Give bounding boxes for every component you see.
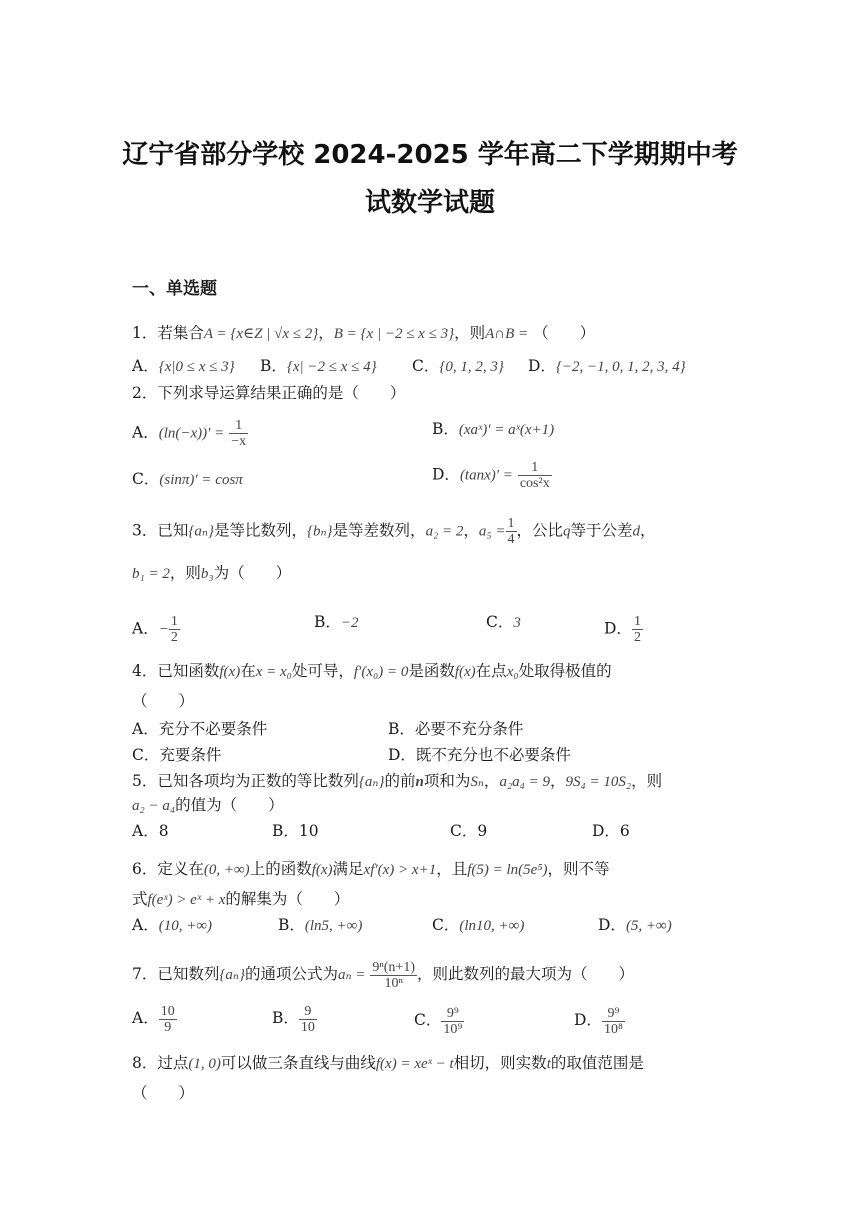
fraction-denominator: −x — [231, 434, 247, 449]
q4-answer-blank: （ ） — [132, 692, 195, 710]
q3-math: a₂ = 2 — [425, 523, 464, 540]
q1-option-d — [528, 355, 686, 378]
q3-text: 是等差数列， — [332, 521, 426, 540]
q7-option-b — [272, 1000, 317, 1036]
q4-option-b: B．必要不充分条件 — [388, 720, 524, 738]
document-title-line-2: 试数学试题 — [364, 188, 495, 218]
fraction — [299, 1004, 317, 1035]
option-value: {−2, −1, 0, 1, 2, 3, 4} — [555, 359, 686, 375]
q3-text: 3．已知 — [132, 521, 189, 540]
option-value: {0, 1, 2, 3} — [439, 359, 504, 375]
q5-option-d: D．6 — [592, 822, 630, 840]
q8-math: (1, 0) — [188, 1056, 221, 1072]
fraction-numerator: 9ⁿ(n+1) — [372, 959, 415, 975]
q2-option-d — [432, 460, 552, 491]
q5-option-b: B．10 — [272, 822, 319, 840]
q6-option-a — [132, 914, 212, 937]
q8-math: t — [546, 1056, 551, 1072]
q3-text: ， — [463, 521, 479, 540]
option-label: D． — [528, 357, 556, 375]
fraction-numerator: 10 — [160, 1003, 175, 1019]
option-label: D． — [598, 916, 626, 934]
q2-option-a — [132, 418, 248, 449]
q3-text: 等于公差 — [570, 521, 633, 540]
option-label: B． — [432, 420, 459, 438]
question-8-stem — [132, 1052, 644, 1075]
option-label: A． — [132, 619, 159, 638]
q5-option-a: A．8 — [132, 822, 169, 840]
option-value: (sinπ)′ = cosπ — [159, 472, 243, 488]
document-title-line-1: 辽宁省部分学校 2024-2025 学年高二下学期期中考 — [122, 140, 738, 170]
option-value: {x| −2 ≤ x ≤ 4} — [286, 359, 377, 375]
fraction-denominator: 9 — [164, 1019, 172, 1035]
q8-answer-blank: （ ） — [132, 1084, 195, 1102]
option-label: D． — [574, 1011, 602, 1029]
question-3-stem-line-2 — [132, 562, 291, 585]
q6-text: 的解集为（ ） — [225, 890, 350, 908]
q4-text: 在 — [240, 662, 256, 680]
q5-text: ，则 — [631, 772, 663, 790]
q2-option-b — [432, 418, 554, 441]
q4-text: 是函数 — [408, 662, 455, 680]
option-label: C． — [412, 357, 440, 375]
q4-text: 在点 — [475, 662, 507, 680]
q4-math: f(x) — [219, 664, 241, 680]
q7-math: {aₙ} — [219, 967, 245, 983]
q5-text: ， — [483, 772, 500, 790]
q3-text: ， — [640, 521, 656, 540]
fraction-denominator: 10⁹ — [443, 1021, 463, 1037]
fraction-denominator: cos²x — [519, 476, 550, 491]
q6-option-b — [278, 914, 362, 937]
q6-option-d — [598, 914, 672, 937]
q5-math: a₂ − a₄ — [132, 798, 176, 814]
q5-text: ， — [550, 772, 566, 790]
q6-math: (0, +∞) — [203, 862, 250, 878]
q4-math: x₀ — [506, 664, 519, 680]
q7-option-d — [574, 1000, 625, 1040]
q8-math: f(x) = xeˣ − t — [375, 1056, 454, 1072]
fraction-denominator: 10ⁿ — [384, 975, 403, 991]
question-4-stem — [132, 660, 612, 683]
option-value: (10, +∞) — [158, 918, 213, 934]
q3-text: ，则 — [169, 564, 201, 582]
option-value: 3 — [513, 615, 521, 631]
fraction-denominator: 2 — [633, 630, 641, 645]
q3-math: a₅ = — [478, 523, 506, 540]
q6-math: xf′(x) > x+1 — [363, 862, 437, 878]
question-6-stem-line-1 — [132, 858, 610, 881]
option-value: (ln5, +∞) — [304, 918, 363, 934]
option-label: D． — [432, 465, 460, 484]
fraction — [159, 1004, 177, 1035]
option-label: C． — [414, 1011, 442, 1029]
q1-answer-blank: （ ） — [533, 324, 596, 342]
q6-text: ，则不等 — [547, 860, 610, 878]
fraction — [229, 418, 248, 449]
fraction — [441, 1006, 464, 1037]
fraction-denominator: 10 — [300, 1019, 315, 1035]
q3-math: b₃ — [200, 566, 214, 582]
q4-option-a: A．充分不必要条件 — [132, 720, 268, 738]
q3-math: {bₙ} — [306, 523, 333, 540]
question-2-stem: 2．下列求导运算结果正确的是（ ） — [132, 384, 406, 402]
option-label: B． — [314, 613, 341, 631]
fraction-denominator: 4 — [507, 532, 515, 547]
fraction-denominator: 10⁸ — [603, 1021, 623, 1037]
fraction — [632, 614, 643, 645]
question-7-stem — [132, 954, 634, 995]
q4-math: f′(x₀) = 0 — [353, 664, 409, 680]
q1-text: 1．若集合 — [132, 324, 204, 342]
fraction — [370, 960, 417, 991]
q8-text: 8．过点 — [132, 1054, 189, 1072]
fraction-numerator: 1 — [229, 418, 248, 434]
q5-text: 5．已知各项均为正数的等比数列 — [132, 772, 359, 790]
fraction — [602, 1006, 625, 1037]
q5-math: {aₙ} — [358, 774, 385, 790]
option-label: A． — [132, 1009, 159, 1027]
option-label: B． — [278, 916, 305, 934]
option-value: (xaˣ)′ = aˣ(x+1) — [458, 422, 555, 438]
q4-text: 处取得极值的 — [518, 662, 612, 680]
fraction-numerator: 9⁹ — [602, 1006, 625, 1022]
q1-set-a: A = {x∈Z | √x ≤ 2} — [203, 326, 319, 342]
q5-math: a₂a₄ = 9 — [499, 774, 550, 790]
option-label: B． — [272, 1009, 299, 1027]
q2-option-c — [132, 468, 243, 491]
q7-option-a — [132, 1000, 177, 1036]
option-label: C． — [432, 916, 460, 934]
q3-option-c — [486, 611, 521, 634]
option-value: (tanx)′ = — [459, 467, 513, 484]
q1-option-a — [132, 355, 235, 378]
q1-text: ，则 — [454, 324, 486, 342]
q3-math: d — [632, 523, 641, 540]
fraction-numerator: 1 — [507, 516, 515, 531]
q4-text: 4．已知函数 — [132, 662, 220, 680]
option-label: C． — [486, 613, 514, 631]
q6-text: 式 — [132, 890, 148, 908]
q5-text: 的前 — [384, 772, 416, 790]
q1-set-b: B = {x | −2 ≤ x ≤ 3} — [333, 326, 455, 342]
fraction-numerator: 9⁹ — [441, 1006, 464, 1022]
q7-text: 7．已知数列 — [132, 965, 220, 983]
option-value: (ln(−x))′ = — [158, 425, 225, 442]
option-label: C． — [132, 470, 160, 488]
fraction-numerator: 9 — [299, 1004, 317, 1020]
q1-option-c — [412, 355, 504, 378]
question-1-stem — [132, 322, 595, 345]
q4-text: 处可导， — [291, 662, 354, 680]
q6-option-c — [432, 914, 524, 937]
q7-text: ，则此数列的最大项为（ ） — [417, 965, 635, 983]
q4-math: x = x₀ — [255, 664, 292, 680]
fraction — [506, 516, 517, 547]
q5-math: Sₙ — [470, 774, 484, 790]
option-label: A． — [132, 357, 159, 375]
q8-text: 相切，则实数 — [453, 1054, 547, 1072]
q3-option-d — [604, 614, 643, 645]
option-label: B． — [260, 357, 287, 375]
q3-math: q — [563, 523, 571, 540]
q6-text: 满足 — [332, 860, 364, 878]
fraction-numerator: 1 — [633, 614, 641, 629]
option-value: − — [158, 621, 169, 638]
question-5-stem-line-2 — [132, 794, 284, 817]
q3-text: 是等比数列， — [213, 521, 307, 540]
q3-math: b₁ = 2 — [132, 566, 170, 582]
q7-text: 的通项公式为 — [244, 965, 338, 983]
q5-math: 9S₄ = 10S₂ — [565, 774, 632, 790]
q6-text: 上的函数 — [249, 860, 312, 878]
q5-text: 项和为 — [423, 772, 471, 790]
q8-text: 的取值范围是 — [550, 1054, 644, 1072]
option-label: A． — [132, 423, 159, 442]
q7-math: aₙ = — [337, 967, 366, 983]
q3-option-b — [314, 611, 359, 634]
q6-math: f(5) = ln(5e⁵) — [467, 862, 548, 878]
fraction — [518, 460, 552, 491]
q3-text: ，公比 — [516, 521, 564, 540]
question-6-stem-line-2 — [132, 888, 349, 911]
question-5-stem-line-1 — [132, 770, 662, 793]
q3-option-a — [132, 614, 180, 645]
q6-math: f(x) — [311, 862, 333, 878]
q5-math: n — [415, 774, 424, 790]
option-value: −2 — [340, 615, 359, 631]
q6-math: f(eˣ) > eˣ + x — [147, 892, 226, 908]
option-value: (ln10, +∞) — [459, 918, 525, 934]
fraction-denominator: 2 — [170, 630, 178, 645]
fraction — [169, 614, 180, 645]
q6-text: 6．定义在 — [132, 860, 204, 878]
q7-option-c — [414, 1000, 464, 1040]
question-3-stem-line-1 — [132, 516, 656, 547]
q6-text: ，且 — [436, 860, 468, 878]
option-label: A． — [132, 916, 159, 934]
q5-option-c: C．9 — [450, 822, 488, 840]
option-label: D． — [604, 619, 632, 638]
q1-expression: A∩B = — [485, 326, 529, 342]
q3-text: 为（ ） — [213, 564, 292, 582]
q5-text: 的值为（ ） — [175, 796, 284, 814]
fraction-numerator: 1 — [170, 614, 178, 629]
q1-option-b — [260, 355, 377, 378]
option-value: (5, +∞) — [625, 918, 672, 934]
q4-math: f(x) — [454, 664, 476, 680]
q8-text: 可以做三条直线与曲线 — [220, 1054, 376, 1072]
q4-option-c: C．充要条件 — [132, 746, 222, 764]
option-value: {x|0 ≤ x ≤ 3} — [158, 359, 235, 375]
q3-math: {aₙ} — [188, 523, 214, 540]
q1-text: ， — [318, 324, 334, 342]
section-heading: 一、单选题 — [132, 279, 217, 299]
fraction-numerator: 1 — [518, 460, 552, 476]
q4-option-d: D．既不充分也不必要条件 — [388, 746, 571, 764]
